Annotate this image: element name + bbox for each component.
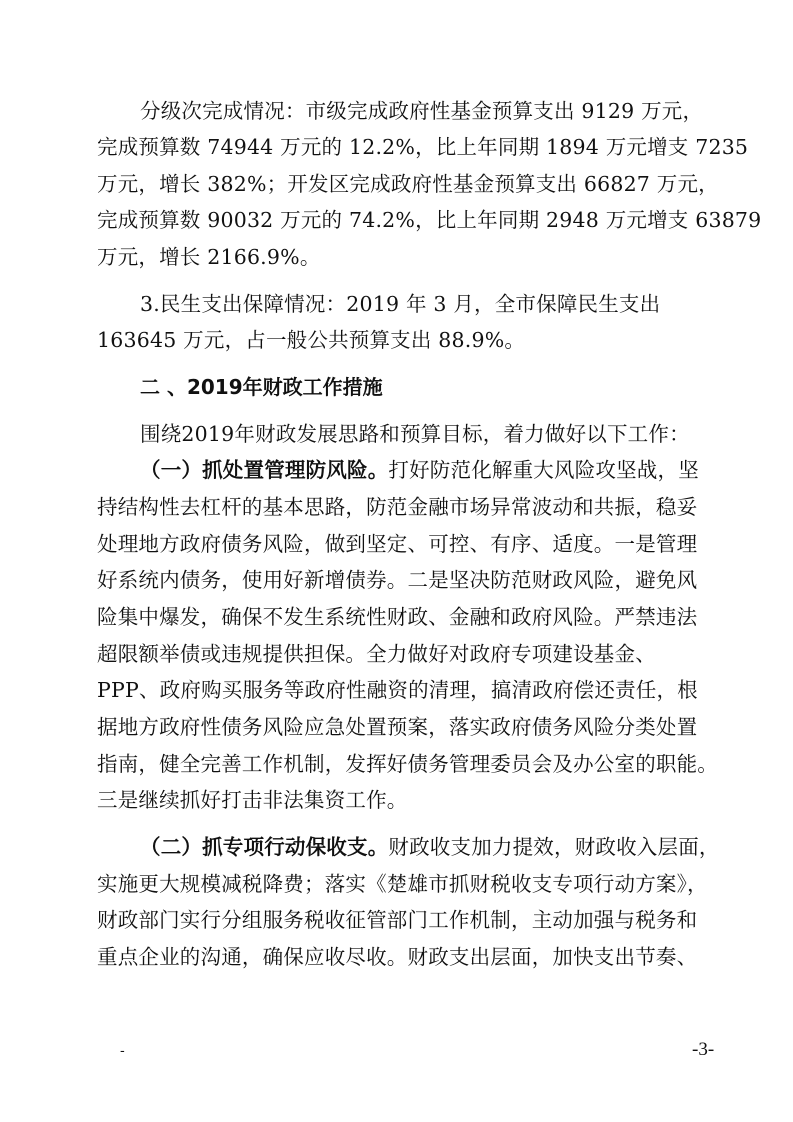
item2-lead: （二）抓专项行动保收支。 [140, 835, 389, 859]
item2-first-rest: 财政收支加力提效，财政收入层面， [388, 835, 720, 859]
intro-line: 围绕2019年财政发展思路和预算目标，着力做好以下工作： [140, 422, 690, 446]
body-line: 万元，增长 382%；开发区完成政府性基金预算支出 66827 万元， [97, 172, 719, 196]
item1-first-rest: 打好防范化解重大风险攻坚战，坚 [388, 458, 699, 482]
body-line: 持结构性去杠杆的基本思路，防范金融市场异常波动和共振，稳妥 [97, 495, 698, 519]
body-line: 重点企业的沟通，确保应收尽收。财政支出层面，加快支出节奏、 [97, 945, 698, 969]
body-line: 分级次完成情况：市级完成政府性基金预算支出 9129 万元， [140, 99, 704, 123]
item1-lead: （一）抓处置管理防风险。 [140, 458, 389, 482]
footer-dash: - [120, 1043, 125, 1059]
body-line: 完成预算数 90032 万元的 74.2%，比上年同期 2948 万元增支 63879 [97, 208, 762, 232]
body-line: 万元，增长 2166.9%。 [97, 245, 321, 269]
body-line: 指南，健全完善工作机制，发挥好债务管理委员会及办公室的职能。 [97, 752, 718, 776]
page-number: -3- [692, 1039, 715, 1060]
body-line: 险集中爆发，确保不发生系统性财政、金融和政府风险。严禁违法 [97, 605, 698, 629]
item1-first-line [140, 456, 780, 484]
body-line: 好系统内债务，使用好新增债券。二是坚决防范财政风险，避免风 [97, 568, 698, 592]
body-line: 3.民生支出保障情况：2019 年 3 月，全市保障民生支出 [140, 292, 661, 316]
body-line: 超限额举债或违规提供担保。全力做好对政府专项建设基金、 [97, 642, 656, 666]
item2-first-line [140, 833, 780, 861]
body-line: 完成预算数 74944 万元的 12.2%，比上年同期 1894 万元增支 7235 [97, 135, 749, 159]
body-line: 163645 万元，占一般公共预算支出 88.9%。 [97, 328, 526, 352]
body-line: PPP、政府购买服务等政府性融资的清理，搞清政府偿还责任，根 [97, 678, 698, 702]
body-line: 财政部门实行分组服务税收征管部门工作机制，主动加强与税务和 [97, 908, 698, 932]
body-line: 处理地方政府债务风险，做到坚定、可控、有序、适度。一是管理 [97, 532, 698, 556]
section-heading: 二 、2019年财政工作措施 [140, 375, 383, 399]
body-line: 据地方政府性债务风险应急处置预案，落实政府债务风险分类处置 [97, 715, 698, 739]
body-line: 三是继续抓好打击非法集资工作。 [97, 788, 408, 812]
body-line: 实施更大规模减税降费；落实《楚雄市抓财税收支专项行动方案》， [97, 872, 708, 896]
